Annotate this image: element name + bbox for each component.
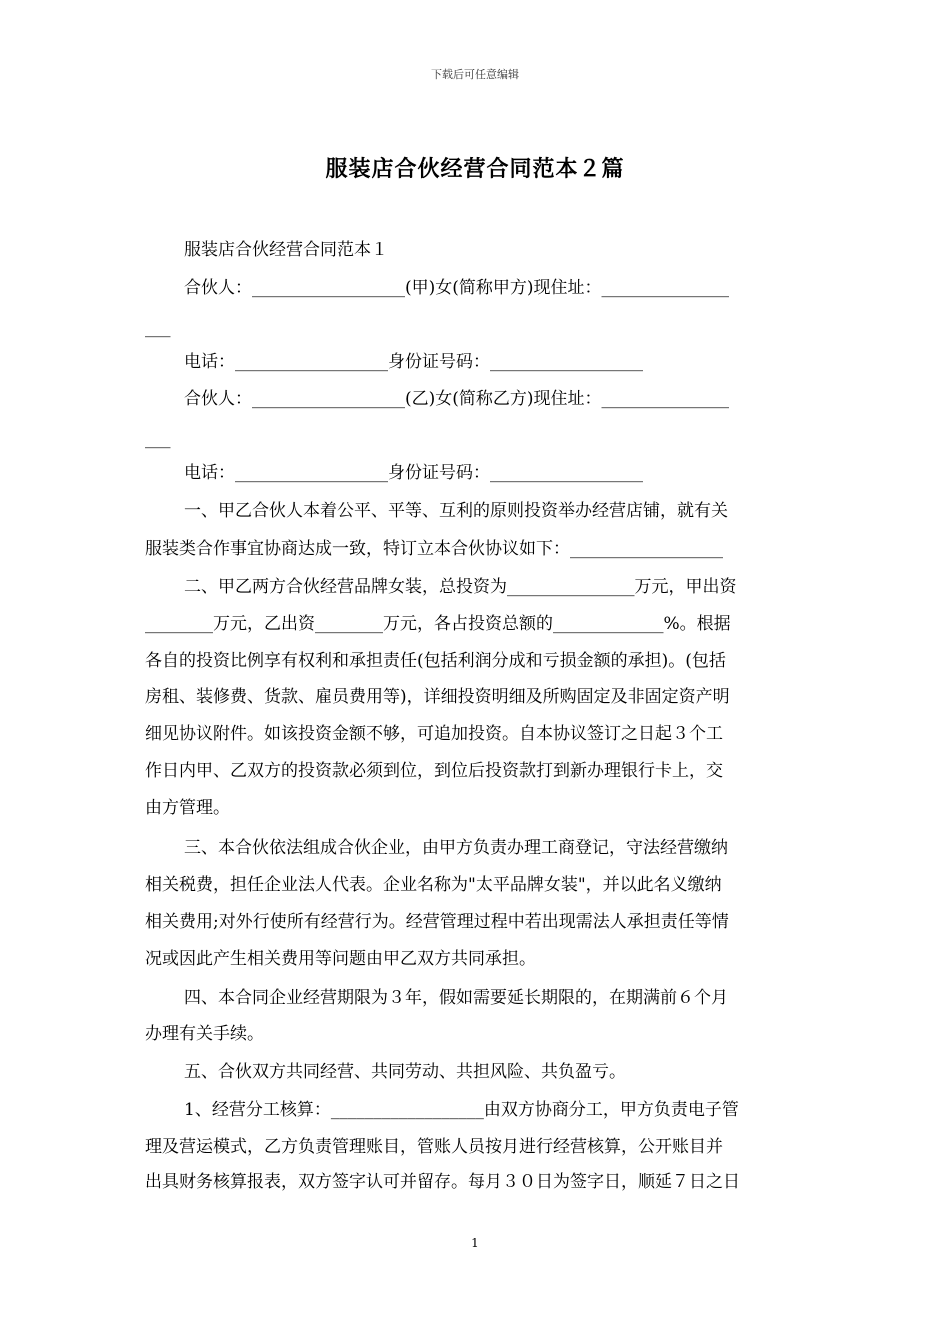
text-line: 五、合伙双方共同经营、共同劳动、共担风险、共负盈亏。 (184, 1062, 626, 1082)
text-line: 一、甲乙合伙人本着公平、平等、互利的原则投资举办经营店铺，就有关 (184, 501, 728, 521)
text-line: ________万元，乙出资________万元，各占投资总额的_____________%。根据 (145, 614, 731, 634)
text-line: 相关费用;对外行使所有经营行为。经营管理过程中若出现需法人承担责任等情 (145, 912, 729, 932)
document-title: 服装店合伙经营合同范本２篇 (325, 157, 625, 182)
text-line: 1、经营分工核算：__________________由双方协商分工，甲方负责电子管 (184, 1100, 739, 1120)
text-line: 况或因此产生相关费用等问题由甲乙双方共同承担。 (145, 949, 536, 969)
text-line: 合伙人：__________________(甲)女(简称甲方)现住址：_______________ (184, 278, 730, 298)
text-line: 四、本合同企业经营期限为３年，假如需要延长期限的，在期满前６个月 (184, 988, 728, 1008)
text-line: 合伙人：__________________(乙)女(简称乙方)现住址：_______________ (184, 389, 730, 409)
text-line: 作日内甲、乙双方的投资款必须到位，到位后投资款打到新办理银行卡上，交 (145, 761, 723, 781)
text-line: ___ (145, 318, 171, 338)
text-line: ___ (145, 429, 171, 449)
text-line: 各自的投资比例享有权利和承担责任(包括利润分成和亏损金额的承担)。(包括 (145, 651, 726, 671)
section-heading: 服装店合伙经营合同范本１ (184, 240, 388, 260)
text-line: 理及营运模式，乙方负责管理账目，管账人员按月进行经营核算，公开账目并 (145, 1137, 723, 1157)
text-line: 相关税费，担任企业法人代表。企业名称为"太平品牌女装"，并以此名义缴纳 (145, 875, 722, 895)
text-line: 二、甲乙两方合伙经营品牌女装，总投资为_______________万元，甲出资 (184, 577, 737, 597)
text-line: 办理有关手续。 (145, 1024, 264, 1044)
text-line: 服装类合作事宜协商达成一致，特订立本合伙协议如下：__________________ (145, 539, 723, 559)
text-line: 电话：__________________身份证号码：__________________ (184, 463, 643, 483)
text-line: 细见协议附件。如该投资金额不够，可追加投资。自本协议签订之日起３个工 (145, 724, 723, 744)
page-header: 下载后可任意编辑 (431, 68, 519, 81)
text-line: 三、本合伙依法组成合伙企业，由甲方负责办理工商登记，守法经营缴纳 (184, 838, 728, 858)
text-line: 出具财务核算报表，双方签字认可并留存。每月３０日为签字日，顺延７日之日 (145, 1172, 740, 1192)
page-number: 1 (471, 1236, 479, 1250)
text-line: 由方管理。 (145, 798, 230, 818)
text-line: 房租、装修费、货款、雇员费用等)，详细投资明细及所购固定及非固定资产明 (145, 687, 730, 707)
text-line: 电话：__________________身份证号码：__________________ (184, 352, 643, 372)
